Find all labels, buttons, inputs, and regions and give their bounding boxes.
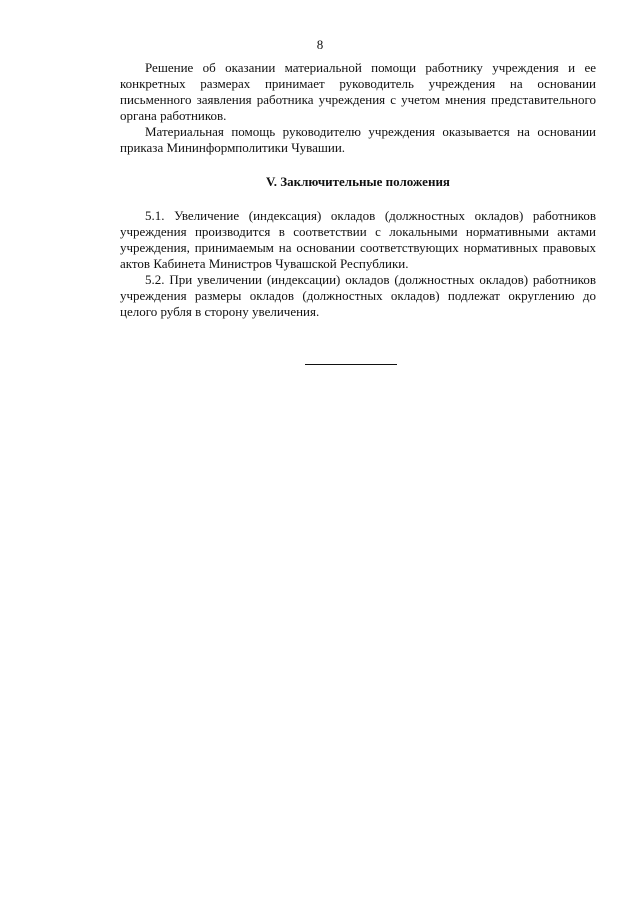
page-number: 8 [316,37,324,52]
paragraph-material-aid-head: Материальная помощь руководителю учреждения оказывается на основании приказа Mининформполитики Чувашии. [120,124,596,155]
document-body [120,60,596,320]
end-of-document-divider [305,364,397,365]
section-heading: V. Заключительные положения [266,174,450,189]
paragraph-5-2: 5.2. При увеличении (индексации) окладов (должностных окладов) работников учреждения размеры окладов (должностных окладов) подлежат округлению до целого рубля в сторону увеличения. [120,272,596,319]
paragraph-5-1: 5.1. Увеличение (индексация) окладов (должностных окладов) работников учреждения производится в соответствии с локальными нормативными актами учреждения, принимаемым на основании соответствующих нормативных правовых актов Кабинета Министров Чувашской Республики. [120,208,596,271]
paragraph-material-aid-decision: Решение об оказании материальной помощи работнику учреждения и ее конкретных размерах принимает руководитель учреждения на основании письменного заявления работника учреждения с учетом мнения представительного органа работников. [120,60,596,123]
